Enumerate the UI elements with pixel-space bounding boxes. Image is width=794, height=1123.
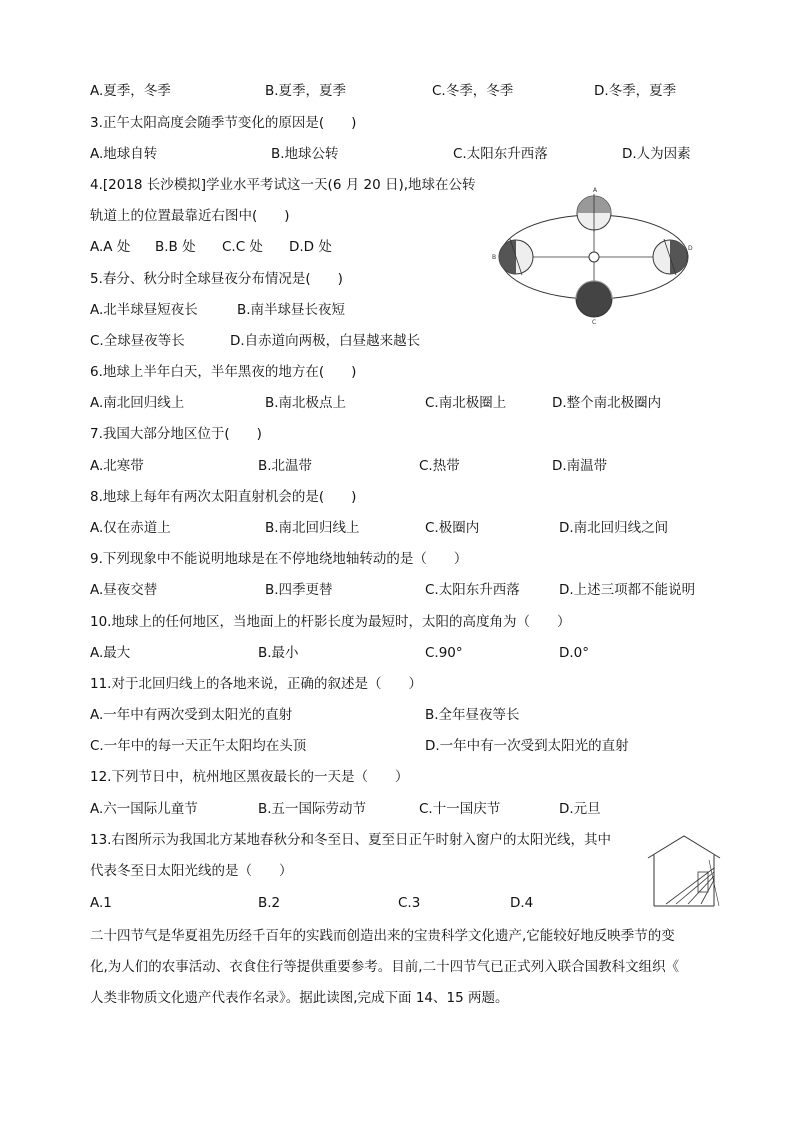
q11-stem: 11.对于北回归线上的各地来说，正确的叙述是（ ） <box>90 676 422 692</box>
q7-option-a: A.北寒带 <box>90 458 144 474</box>
q7-option-b: B.北温带 <box>258 458 313 474</box>
q7-stem: 7.我国大部分地区位于( ) <box>90 426 262 442</box>
q9-option-c: C.太阳东升西落 <box>425 582 520 598</box>
q11-option-d: D.一年中有一次受到太阳光的直射 <box>425 738 629 754</box>
q3-option-d: D.人为因素 <box>622 146 691 162</box>
q5-option-d: D.自赤道向两极，白昼越来越长 <box>230 333 421 349</box>
q12-option-b: B.五一国际劳动节 <box>258 801 367 817</box>
q2-option-a: A.夏季，冬季 <box>90 83 171 99</box>
q3-stem: 3.正午太阳高度会随季节变化的原因是( ) <box>90 115 357 131</box>
q8-stem: 8.地球上每年有两次太阳直射机会的是( ) <box>90 489 357 505</box>
q13-stem-line2: 代表冬至日太阳光线的是（ ） <box>90 863 293 879</box>
earth-b-icon <box>499 239 533 275</box>
q5-option-b: B.南半球昼长夜短 <box>237 302 346 318</box>
q11-option-c: C.一年中的每一天正午太阳均在头顶 <box>90 738 307 754</box>
q8-option-b: B.南北回归线上 <box>265 520 360 536</box>
q8-option-c: C.极圈内 <box>425 520 480 536</box>
q4-stem-line2: 轨道上的位置最靠近右图中( ) <box>90 208 290 224</box>
q4-option-b: B.B 处 <box>155 239 196 255</box>
q4-option-c: C.C 处 <box>222 239 263 255</box>
q7-option-c: C.热带 <box>419 458 460 474</box>
passage-line1: 二十四节气是华夏祖先历经千百年的实践而创造出来的宝贵科学文化遗产,它能较好地反映季节的变 <box>90 928 675 944</box>
q5-stem: 5.春分、秋分时全球昼夜分布情况是( ) <box>90 271 343 287</box>
q2-option-b: B.夏季，夏季 <box>265 83 347 99</box>
q12-option-c: C.十一国庆节 <box>419 801 501 817</box>
q5-option-a: A.北半球昼短夜长 <box>90 302 198 318</box>
q3-option-c: C.太阳东升西落 <box>453 146 548 162</box>
q8-option-d: D.南北回归线之间 <box>559 520 669 536</box>
figure-label-a: A <box>593 187 598 194</box>
q10-stem: 10.地球上的任何地区，当地面上的杆影长度为最短时，太阳的高度角为（ ） <box>90 614 571 630</box>
q13-option-c: C.3 <box>398 895 421 911</box>
q10-option-b: B.最小 <box>258 645 299 661</box>
earth-c-icon <box>576 281 612 317</box>
q4-stem-line1: 4.[2018 长沙模拟]学业水平考试这一天(6 月 20 日),地球在公转 <box>90 177 476 193</box>
q9-stem: 9.下列现象中不能说明地球是在不停地绕地轴转动的是（ ） <box>90 551 468 567</box>
q6-option-b: B.南北极点上 <box>265 395 347 411</box>
q4-option-d: D.D 处 <box>289 239 332 255</box>
figure-label-c: C <box>592 319 597 326</box>
q5-option-c: C.全球昼夜等长 <box>90 333 185 349</box>
q10-option-d: D.0° <box>559 645 590 661</box>
earth-d-icon <box>653 239 687 275</box>
q3-option-b: B.地球公转 <box>271 146 339 162</box>
q12-option-a: A.六一国际儿童节 <box>90 801 198 817</box>
passage-line2: 化,为人们的农事活动、衣食住行等提供重要参考。目前,二十四节气已正式列入联合国教科文组织《 <box>90 959 680 975</box>
house-sunlight-figure <box>646 834 724 908</box>
q9-option-d: D.上述三项都不能说明 <box>559 582 696 598</box>
q6-option-d: D.整个南北极圈内 <box>552 395 662 411</box>
q12-stem: 12.下列节日中，杭州地区黑夜最长的一天是（ ） <box>90 769 409 785</box>
q2-option-d: D.冬季，夏季 <box>594 83 677 99</box>
q2-option-c: C.冬季，冬季 <box>432 83 514 99</box>
orbit-figure <box>488 186 696 326</box>
q7-option-d: D.南温带 <box>552 458 608 474</box>
earth-a-icon <box>577 194 611 232</box>
q11-option-b: B.全年昼夜等长 <box>425 707 520 723</box>
figure-label-b: B <box>492 254 497 261</box>
q13-option-b: B.2 <box>258 895 281 911</box>
q12-option-d: D.元旦 <box>559 801 601 817</box>
q4-option-a: A.A 处 <box>90 239 131 255</box>
q6-stem: 6.地球上半年白天，半年黑夜的地方在( ) <box>90 364 357 380</box>
passage-line3: 人类非物质文化遗产代表作名录》。据此读图,完成下面 14、15 两题。 <box>90 990 509 1006</box>
q9-option-b: B.四季更替 <box>265 582 333 598</box>
q13-option-a: A.1 <box>90 895 112 911</box>
q13-option-d: D.4 <box>510 895 534 911</box>
q11-option-a: A.一年中有两次受到太阳光的直射 <box>90 707 293 723</box>
q6-option-a: A.南北回归线上 <box>90 395 185 411</box>
q8-option-a: A.仅在赤道上 <box>90 520 171 536</box>
q6-option-c: C.南北极圈上 <box>425 395 507 411</box>
q9-option-a: A.昼夜交替 <box>90 582 158 598</box>
q13-stem-line1: 13.右图所示为我国北方某地春秋分和冬至日、夏至日正午时射入窗户的太阳光线，其中 <box>90 832 611 848</box>
figure-label-d: D <box>688 245 693 252</box>
q10-option-a: A.最大 <box>90 645 131 661</box>
q3-option-a: A.地球自转 <box>90 146 158 162</box>
q10-option-c: C.90° <box>425 645 463 661</box>
